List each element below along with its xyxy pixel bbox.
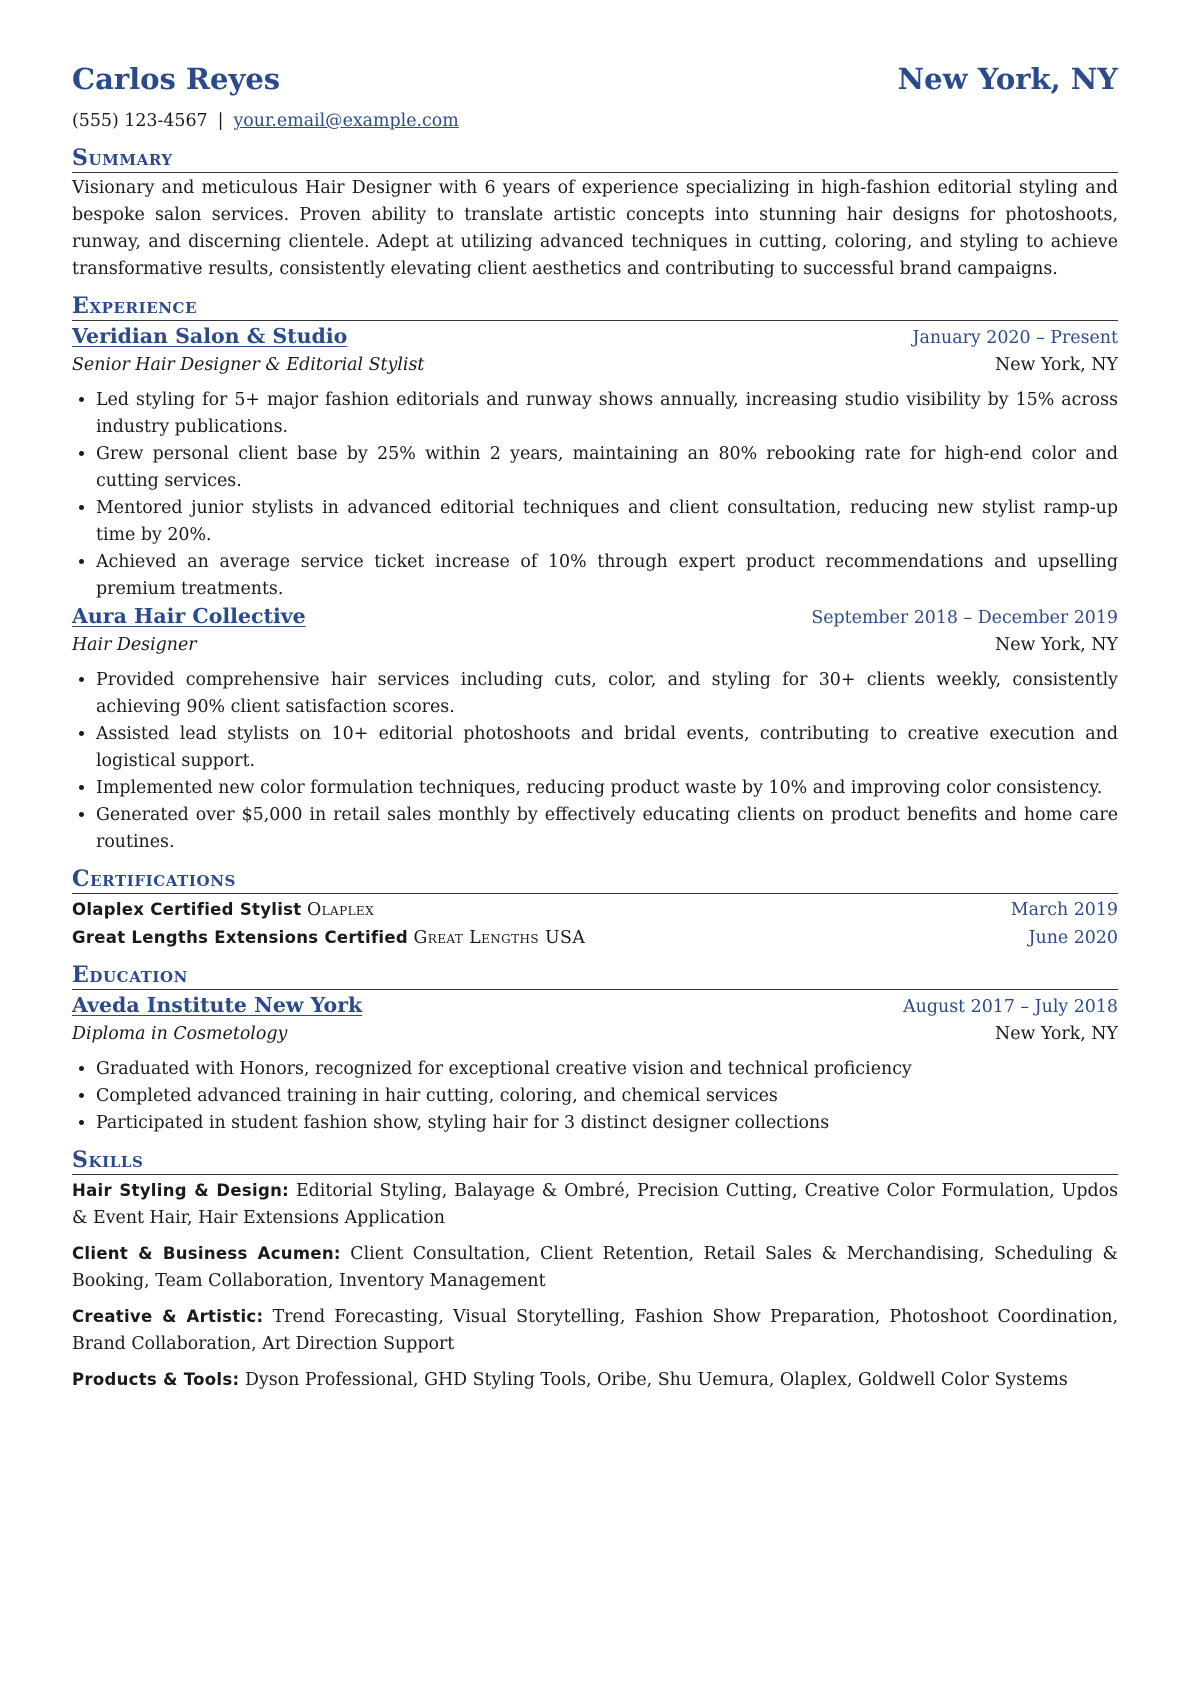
employment-dates: September 2018 – December 2019 bbox=[811, 608, 1118, 628]
school-location: New York, NY bbox=[995, 1024, 1118, 1044]
skill-group bbox=[72, 1177, 1118, 1232]
phone-number: (555) 123-4567 bbox=[72, 111, 208, 131]
certification-issuer: Olaplex bbox=[307, 900, 375, 920]
summary-text: Visionary and meticulous Hair Designer with 6 years of experience specializing in high-fashion editorial styling and bespoke salon services. Proven ability to translate artistic concepts into stunning hair designs for photoshoots, runway, and discerning clientele. Adept at utilizing advanced techniques in cutting, coloring, and styling to achieve transformative results, consistently elevating client aesthetics and contributing to successful brand campaigns. bbox=[72, 178, 1118, 279]
bullet-list bbox=[72, 667, 1118, 856]
experience-entry bbox=[72, 603, 1118, 856]
bullet-item: • Generated over $5,000 in retail sales monthly by effectively educating clients on product benefits and home care routines. bbox=[96, 802, 1118, 856]
skill-group-items: Trend Forecasting, Visual Storytelling, Fashion Show Preparation, Photoshoot Coordination, Brand Collaboration, Art Direction Support bbox=[72, 1307, 1119, 1354]
section-title-skills: Skills bbox=[72, 1147, 1118, 1175]
skill-group bbox=[72, 1303, 1118, 1358]
email-link[interactable]: your.email@example.com bbox=[233, 111, 459, 131]
job-title: Senior Hair Designer & Editorial Stylist bbox=[72, 355, 425, 375]
certification-name: Great Lengths Extensions Certified bbox=[72, 928, 408, 947]
bullet-item: • Led styling for 5+ major fashion editorials and runway shows annually, increasing studio visibility by 15% across industry publications. bbox=[96, 387, 1118, 441]
education-entry bbox=[72, 992, 1118, 1137]
degree-title: Diploma in Cosmetology bbox=[72, 1024, 288, 1044]
contact-separator: | bbox=[217, 111, 224, 131]
bullet-item: • Achieved an average service ticket increase of 10% through expert product recommendations and upselling premium treatments. bbox=[96, 549, 1118, 603]
job-location: New York, NY bbox=[995, 635, 1118, 655]
employer-name: Aura Hair Collective bbox=[72, 604, 306, 628]
bullet-item: • Provided comprehensive hair services including cuts, color, and styling for 30+ clients weekly, consistently achieving 90% client satisfaction scores. bbox=[96, 667, 1118, 721]
experience-entry bbox=[72, 323, 1118, 603]
employment-dates: January 2020 – Present bbox=[912, 328, 1118, 348]
certification-date: June 2020 bbox=[1028, 928, 1118, 948]
candidate-name: Carlos Reyes bbox=[72, 62, 281, 96]
certification-row bbox=[72, 924, 1118, 952]
skill-group-items: Editorial Styling, Balayage & Ombré, Precision Cutting, Creative Color Formulation, Updos & Event Hair, Hair Extensions Application bbox=[72, 1181, 1119, 1228]
contact-line bbox=[72, 108, 1118, 135]
certification-date: March 2019 bbox=[1010, 900, 1118, 920]
education-dates: August 2017 – July 2018 bbox=[903, 997, 1118, 1017]
header-location: New York, NY bbox=[897, 62, 1118, 96]
bullet-item: • Mentored junior stylists in advanced editorial techniques and client consultation, reducing new stylist ramp-up time by 20%. bbox=[96, 495, 1118, 549]
skill-group-items: Dyson Professional, GHD Styling Tools, Oribe, Shu Uemura, Olaplex, Goldwell Color Systems bbox=[244, 1370, 1068, 1390]
skill-group-label: Hair Styling & Design: bbox=[72, 1181, 290, 1200]
section-title-education: Education bbox=[72, 962, 1118, 990]
job-title: Hair Designer bbox=[72, 635, 197, 655]
school-name: Aveda Institute New York bbox=[72, 993, 363, 1017]
bullet-item: • Participated in student fashion show, styling hair for 3 distinct designer collections bbox=[96, 1110, 1118, 1137]
employer-name: Veridian Salon & Studio bbox=[72, 324, 348, 348]
skill-group-label: Products & Tools: bbox=[72, 1370, 240, 1389]
bullet-item: • Completed advanced training in hair cutting, coloring, and chemical services bbox=[96, 1083, 1118, 1110]
section-title-experience: Experience bbox=[72, 293, 1118, 321]
section-title-certifications: Certifications bbox=[72, 866, 1118, 894]
skill-group-label: Client & Business Acumen: bbox=[72, 1244, 341, 1263]
certification-row bbox=[72, 896, 1118, 924]
job-location: New York, NY bbox=[995, 355, 1118, 375]
skill-group bbox=[72, 1366, 1118, 1394]
section-title-summary: Summary bbox=[72, 145, 1118, 173]
bullet-item: • Grew personal client base by 25% within 2 years, maintaining an 80% rebooking rate for high-end color and cutting services. bbox=[96, 441, 1118, 495]
skill-group-items: Client Consultation, Client Retention, Retail Sales & Merchandising, Scheduling & Booking, Team Collaboration, Inventory Management bbox=[72, 1244, 1118, 1291]
bullet-item: • Implemented new color formulation techniques, reducing product waste by 10% and improving color consistency. bbox=[96, 775, 1118, 802]
certification-name: Olaplex Certified Stylist bbox=[72, 900, 302, 919]
bullet-list bbox=[72, 387, 1118, 603]
resume-header bbox=[72, 62, 1118, 104]
bullet-item: • Assisted lead stylists on 10+ editorial photoshoots and bridal events, contributing to creative execution and logistical support. bbox=[96, 721, 1118, 775]
skill-group-label: Creative & Artistic: bbox=[72, 1307, 264, 1326]
certification-issuer: Great Lengths USA bbox=[413, 928, 586, 948]
bullet-item: • Graduated with Honors, recognized for exceptional creative vision and technical proficiency bbox=[96, 1056, 1118, 1083]
skill-group bbox=[72, 1240, 1118, 1295]
bullet-list bbox=[72, 1056, 1118, 1137]
